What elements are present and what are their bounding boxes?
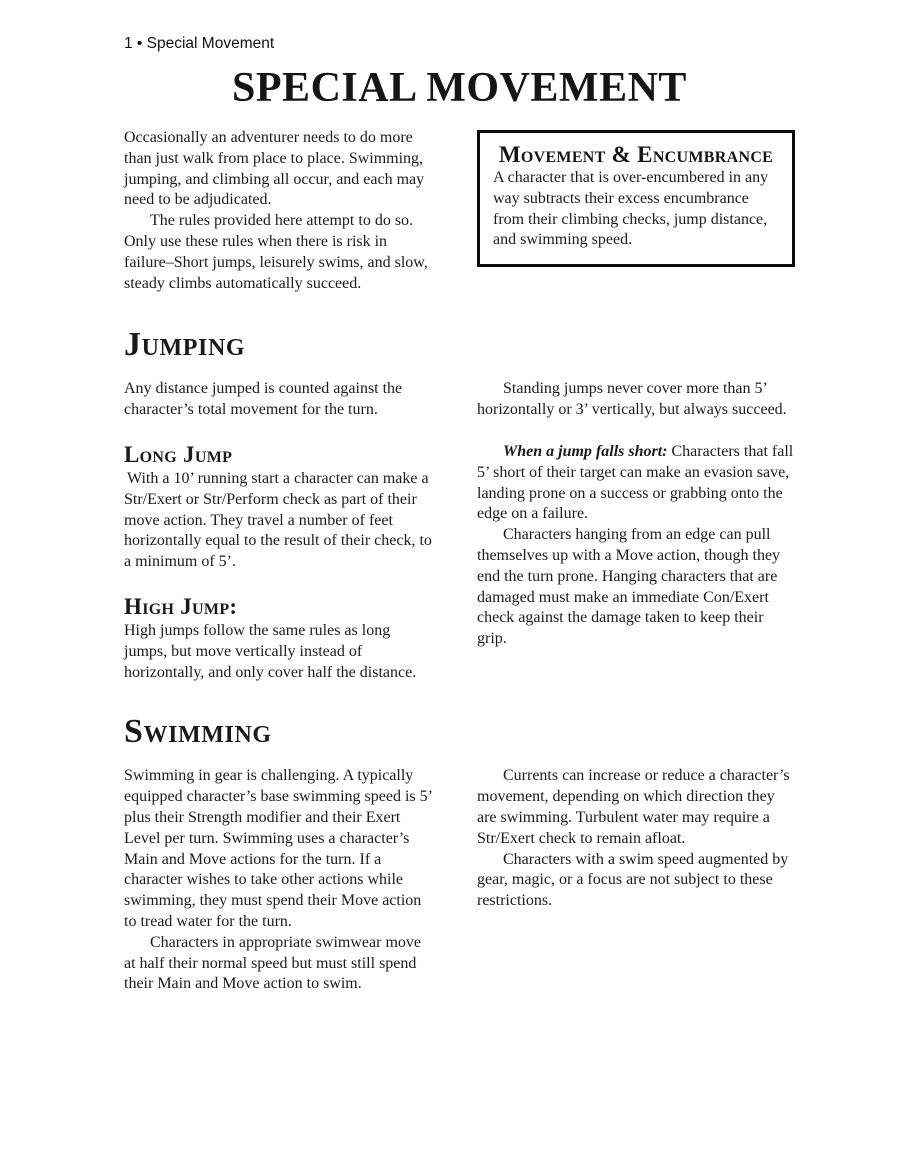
- swimming-left-column: [124, 766, 432, 995]
- encumbrance-box-heading: Movement & Encumbrance: [498, 142, 774, 167]
- intro-paragraph: The rules provided here attempt to do so. Only use these rules when there is risk in failure–Short jumps, leisurely swims, and slow, steady climbs automatically succeed.: [124, 212, 428, 292]
- encumbrance-box-body: A character that is over-encumbered in any way subtracts their excess encumbrance from their climbing checks, jump distance, and swimming speed.: [493, 169, 769, 249]
- intro-column: [124, 128, 432, 294]
- swimming-section: [124, 766, 795, 995]
- high-jump-heading: High Jump:: [124, 593, 238, 619]
- page-title: SPECIAL MOVEMENT: [232, 65, 687, 111]
- swimming-paragraph: Currents can increase or reduce a character’s movement, depending on which direction they are swimming. Turbulent water may require a Str/Exert check to remain afloat.: [477, 767, 790, 847]
- jumping-left-column: [124, 379, 432, 683]
- high-jump-paragraph: High jumps follow the same rules as long jumps, but move vertically instead of horizontally, and only cover half the distance.: [124, 621, 417, 681]
- falls-short-paragraph: [477, 442, 795, 525]
- hanging-paragraph: Characters hanging from an edge can pull themselves up with a Move action, though they end the turn prone. Hanging characters that are damaged must make an immediate Con/Exert check against the damage taken to keep their grip.: [477, 526, 781, 648]
- swimming-paragraph: Characters in appropriate swimwear move at half their normal speed but must still spend their Main and Move action to swim.: [124, 933, 422, 993]
- jumping-right-column: [477, 379, 795, 650]
- swimming-paragraph: Swimming in gear is challenging. A typically equipped character’s base swimming speed is 5’ plus their Strength modifier and their Exert Level per turn. Swimming uses a character’s Main and Move actions for the turn. If a character wishes to take other actions while swimming, they must spend their Move action to tread water for the turn.: [124, 767, 432, 930]
- encumbrance-box: [477, 130, 795, 267]
- long-jump-paragraph: With a 10’ running start a character can make a Str/Exert or Str/Perform check as part of their move action. They travel a number of feet horizontally equal to the result of their check, to a minimum of 5’.: [124, 469, 432, 571]
- jumping-intro-paragraph: Any distance jumped is counted against the character’s total movement for the turn.: [124, 380, 403, 419]
- swimming-section-heading: Swimming: [124, 713, 272, 751]
- intro-paragraph: Occasionally an adventurer needs to do more than just walk from place to place. Swimming, jumping, and climbing all occur, and each may need to be adjudicated.: [124, 129, 425, 209]
- falls-short-label: When a jump falls short:: [503, 442, 668, 460]
- long-jump-heading: Long Jump: [124, 441, 233, 467]
- intro-row: [124, 128, 795, 294]
- swimming-right-column: [477, 766, 795, 912]
- jumping-section-heading: Jumping: [124, 326, 246, 364]
- jumping-section: [124, 379, 795, 683]
- standing-jumps-paragraph: Standing jumps never cover more than 5’ horizontally or 3’ vertically, but always succeed.: [477, 380, 787, 419]
- falls-short-text: Characters that fall 5’ short of their target can make an evasion save, landing prone on a success or grabbing onto the edge on a failure.: [477, 442, 794, 523]
- swimming-paragraph: Characters with a swim speed augmented by gear, magic, or a focus are not subject to these restrictions.: [477, 850, 789, 910]
- running-header: 1 • Special Movement: [124, 35, 275, 52]
